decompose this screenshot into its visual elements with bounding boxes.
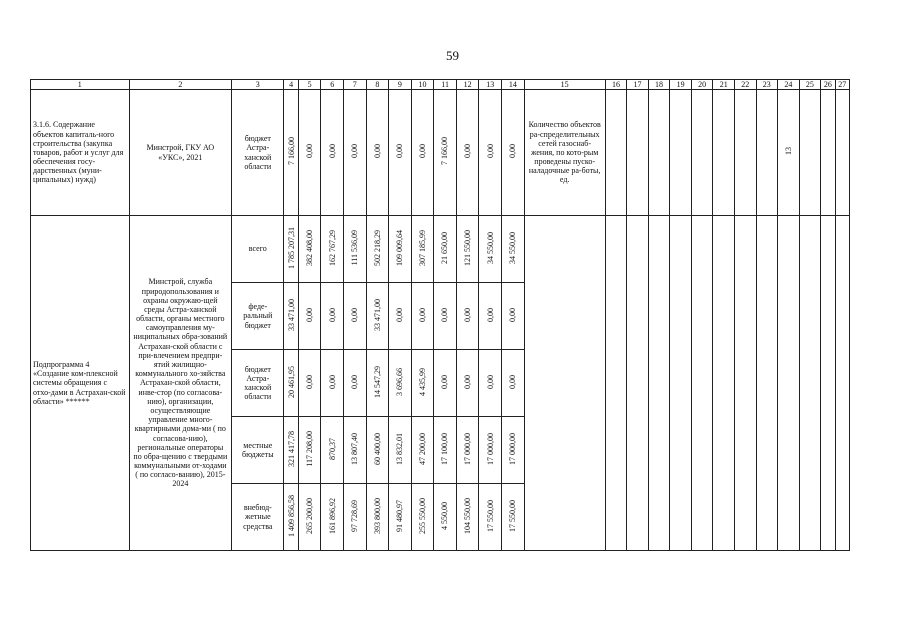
cell-value: 0,00 <box>372 144 382 159</box>
cell-value: 13 <box>783 147 793 156</box>
column-number: 21 <box>713 80 735 90</box>
amount-cell <box>321 350 344 417</box>
cell-value: 33 471,00 <box>372 298 382 331</box>
amount-cell <box>411 216 434 283</box>
empty-cell <box>713 216 735 551</box>
cell-value: 17 550,00 <box>485 499 495 532</box>
amount-cell <box>502 417 525 484</box>
amount-cell <box>343 350 366 417</box>
cell-value: 0,00 <box>395 307 405 322</box>
cell-value: 0,00 <box>327 144 337 159</box>
amount-cell <box>284 283 298 350</box>
amount-cell <box>284 90 298 216</box>
cell-value: 60 400,00 <box>372 432 382 465</box>
cell-value: 3 696,66 <box>395 367 405 396</box>
cell-value: 255 550,00 <box>417 497 427 534</box>
cell-value: 97 728,69 <box>350 499 360 532</box>
empty-cell <box>799 216 821 551</box>
cell-value: 47 200,00 <box>417 432 427 465</box>
cell-value: 870,37 <box>327 437 337 460</box>
cell-value: 17 550,00 <box>508 499 518 532</box>
column-number: 19 <box>670 80 692 90</box>
column-number: 5 <box>298 80 321 90</box>
amount-cell <box>411 350 434 417</box>
amount-cell <box>389 283 412 350</box>
amount-cell <box>479 283 502 350</box>
cell-value: 0,00 <box>350 307 360 322</box>
executor-cell: Минстрой, служба природопользования и охраны окружаю-щей среды Астра-ханской области, органы местного самоуправления му-ниципальных обра-зований Астрахан-ской области с при-влечением предпри-ятий жилищно-коммунального хо-зяйства Астрахан-ской области, инве-стор (по согласова-нию), организации, осуществляющие управление много-квартирными дома-ми ( по согласова-нию), региональные операторы по обра-щению с твердыми коммунальными от-ходами ( по согласо-ванию), 2015-2024 <box>129 216 232 551</box>
cell-value: 0,00 <box>417 144 427 159</box>
cell-value: 4 435,99 <box>417 367 427 396</box>
cell-value: 34 550,00 <box>485 231 495 264</box>
amount-cell <box>343 283 366 350</box>
column-number: 11 <box>434 80 457 90</box>
cell-value: 0,00 <box>463 374 473 389</box>
amount-cell <box>298 90 321 216</box>
cell-value: 0,00 <box>395 144 405 159</box>
amount-cell <box>479 350 502 417</box>
cell-value: 0,00 <box>305 374 315 389</box>
cell-value: 0,00 <box>350 144 360 159</box>
funding-source-cell: местные бюджеты <box>232 417 284 484</box>
empty-cell <box>648 216 670 551</box>
amount-cell <box>434 283 457 350</box>
cell-value: 1 785 207,31 <box>286 226 296 269</box>
event-name-cell: Подпрограмма 4 «Создание ком-плексной системы обращения с отхо-дами в Астрахан-ской области» ****** <box>31 216 130 551</box>
column-number: 24 <box>778 80 800 90</box>
cell-value: 0,00 <box>305 307 315 322</box>
cell-value: 0,00 <box>327 374 337 389</box>
cell-value: 4 550,00 <box>440 501 450 530</box>
amount-cell <box>343 484 366 551</box>
column-number: 16 <box>605 80 627 90</box>
cell-value: 1 409 856,58 <box>286 494 296 537</box>
amount-cell <box>284 417 298 484</box>
amount-cell <box>502 350 525 417</box>
cell-value: 17 000,00 <box>463 432 473 465</box>
amount-cell <box>456 283 479 350</box>
amount-cell <box>456 484 479 551</box>
empty-cell <box>713 90 735 216</box>
amount-cell <box>366 350 389 417</box>
column-number: 23 <box>756 80 778 90</box>
empty-cell <box>734 90 756 216</box>
column-number: 25 <box>799 80 821 90</box>
funding-source-cell: внебюд-жетные средства <box>232 484 284 551</box>
column-number: 9 <box>389 80 412 90</box>
cell-value: 0,00 <box>350 374 360 389</box>
column-number: 20 <box>691 80 713 90</box>
amount-cell <box>456 417 479 484</box>
amount-cell <box>434 216 457 283</box>
cell-value: 33 471,00 <box>286 298 296 331</box>
empty-cell <box>648 90 670 216</box>
cell-value: 0,00 <box>440 374 450 389</box>
empty-cell <box>821 216 835 551</box>
cell-value: 265 200,00 <box>305 497 315 534</box>
amount-cell <box>366 216 389 283</box>
amount-cell <box>411 283 434 350</box>
cell-value: 104 550,00 <box>463 497 473 534</box>
amount-cell <box>284 216 298 283</box>
amount-cell <box>456 90 479 216</box>
funding-source-cell: бюджет Астра-ханской области <box>232 350 284 417</box>
column-number: 1 <box>31 80 130 90</box>
column-number: 8 <box>366 80 389 90</box>
column-number: 12 <box>456 80 479 90</box>
cell-value: 17 100,00 <box>440 432 450 465</box>
amount-cell <box>502 216 525 283</box>
cell-value: 21 650,00 <box>440 231 450 264</box>
cell-value: 321 417,78 <box>286 430 296 467</box>
column-number: 3 <box>232 80 284 90</box>
amount-cell <box>389 350 412 417</box>
cell-value: 0,00 <box>327 307 337 322</box>
cell-value: 0,00 <box>463 307 473 322</box>
funding-source-cell: всего <box>232 216 284 283</box>
amount-cell <box>434 90 457 216</box>
column-number: 6 <box>321 80 344 90</box>
empty-cell <box>734 216 756 551</box>
cell-value: 307 185,99 <box>417 229 427 266</box>
cell-value: 382 408,00 <box>305 229 315 266</box>
column-number: 13 <box>479 80 502 90</box>
cell-value: 393 800,00 <box>372 497 382 534</box>
cell-value: 0,00 <box>485 374 495 389</box>
amount-cell <box>366 283 389 350</box>
empty-cell <box>670 216 692 551</box>
indicator-value-cell <box>778 90 800 216</box>
amount-cell <box>321 417 344 484</box>
cell-value: 14 547,29 <box>372 365 382 398</box>
amount-cell <box>366 417 389 484</box>
cell-value: 121 550,00 <box>463 229 473 266</box>
empty-cell <box>821 90 835 216</box>
cell-value: 0,00 <box>508 144 518 159</box>
amount-cell <box>298 216 321 283</box>
amount-cell <box>456 350 479 417</box>
event-name-cell: 3.1.6. Содержание объектов капиталь-ного строительства (закупка товаров, работ и услуг для обеспечения госу-дарственных (муни-ципальных) нужд) <box>31 90 130 216</box>
amount-cell <box>321 283 344 350</box>
cell-value: 7 166,00 <box>440 137 450 166</box>
amount-cell <box>502 283 525 350</box>
empty-cell <box>756 216 778 551</box>
column-number: 18 <box>648 80 670 90</box>
empty-cell <box>835 90 849 216</box>
amount-cell <box>298 283 321 350</box>
cell-value: 109 009,64 <box>395 229 405 266</box>
cell-value: 111 536,09 <box>350 230 360 266</box>
amount-cell <box>389 216 412 283</box>
page-number: 59 <box>446 48 459 63</box>
cell-value: 0,00 <box>440 307 450 322</box>
column-number: 10 <box>411 80 434 90</box>
indicator-cell <box>524 216 605 551</box>
cell-value: 161 896,92 <box>327 497 337 534</box>
amount-cell <box>343 417 366 484</box>
empty-cell <box>691 90 713 216</box>
amount-cell <box>411 417 434 484</box>
column-number: 17 <box>627 80 649 90</box>
amount-cell <box>434 350 457 417</box>
empty-cell <box>835 216 849 551</box>
amount-cell <box>321 216 344 283</box>
amount-cell <box>298 417 321 484</box>
cell-value: 34 550,00 <box>508 231 518 264</box>
funding-source-cell: феде-ральный бюджет <box>232 283 284 350</box>
column-number: 2 <box>129 80 232 90</box>
program-table <box>30 79 850 551</box>
cell-value: 0,00 <box>463 144 473 159</box>
amount-cell <box>502 90 525 216</box>
cell-value: 0,00 <box>485 144 495 159</box>
executor-cell: Минстрой, ГКУ АО «УКС», 2021 <box>129 90 232 216</box>
cell-value: 91 480,97 <box>395 499 405 532</box>
empty-cell <box>670 90 692 216</box>
table-row <box>31 216 850 283</box>
cell-value: 162 767,29 <box>327 229 337 266</box>
cell-value: 20 461,95 <box>286 365 296 398</box>
amount-cell <box>321 484 344 551</box>
indicator-cell: Количество объектов ра-спределительных сетей газоснаб-жения, по кото-рым проведены пуско-наладочные ра-боты, ед. <box>524 90 605 216</box>
amount-cell <box>284 350 298 417</box>
amount-cell <box>456 216 479 283</box>
empty-cell <box>605 216 627 551</box>
empty-cell <box>627 90 649 216</box>
cell-value: 17 000,00 <box>485 432 495 465</box>
empty-cell <box>691 216 713 551</box>
amount-cell <box>411 484 434 551</box>
amount-cell <box>366 90 389 216</box>
empty-cell <box>778 216 800 551</box>
amount-cell <box>479 216 502 283</box>
cell-value: 117 208,00 <box>305 431 315 467</box>
cell-value: 13 807,40 <box>350 432 360 465</box>
cell-value: 0,00 <box>485 307 495 322</box>
column-number: 7 <box>343 80 366 90</box>
amount-cell <box>434 417 457 484</box>
amount-cell <box>389 90 412 216</box>
cell-value: 502 218,29 <box>372 229 382 266</box>
cell-value: 0,00 <box>508 374 518 389</box>
column-number: 22 <box>734 80 756 90</box>
empty-cell <box>605 90 627 216</box>
cell-value: 0,00 <box>305 144 315 159</box>
funding-source-cell: бюджет Астра-ханской области <box>232 90 284 216</box>
cell-value: 0,00 <box>417 307 427 322</box>
cell-value: 7 166,00 <box>286 137 296 166</box>
column-number: 26 <box>821 80 835 90</box>
amount-cell <box>343 90 366 216</box>
amount-cell <box>321 90 344 216</box>
amount-cell <box>479 90 502 216</box>
column-number: 4 <box>284 80 298 90</box>
amount-cell <box>343 216 366 283</box>
amount-cell <box>298 350 321 417</box>
empty-cell <box>799 90 821 216</box>
amount-cell <box>479 484 502 551</box>
empty-cell <box>756 90 778 216</box>
cell-value: 13 832,01 <box>395 432 405 465</box>
table-row <box>31 90 850 216</box>
column-number: 27 <box>835 80 849 90</box>
cell-value: 0,00 <box>508 307 518 322</box>
amount-cell <box>389 417 412 484</box>
amount-cell <box>298 484 321 551</box>
amount-cell <box>479 417 502 484</box>
amount-cell <box>284 484 298 551</box>
amount-cell <box>411 90 434 216</box>
column-number: 14 <box>502 80 525 90</box>
column-number: 15 <box>524 80 605 90</box>
column-number-row <box>31 80 850 90</box>
amount-cell <box>434 484 457 551</box>
cell-value: 17 000,00 <box>508 432 518 465</box>
amount-cell <box>389 484 412 551</box>
amount-cell <box>502 484 525 551</box>
amount-cell <box>366 484 389 551</box>
empty-cell <box>627 216 649 551</box>
